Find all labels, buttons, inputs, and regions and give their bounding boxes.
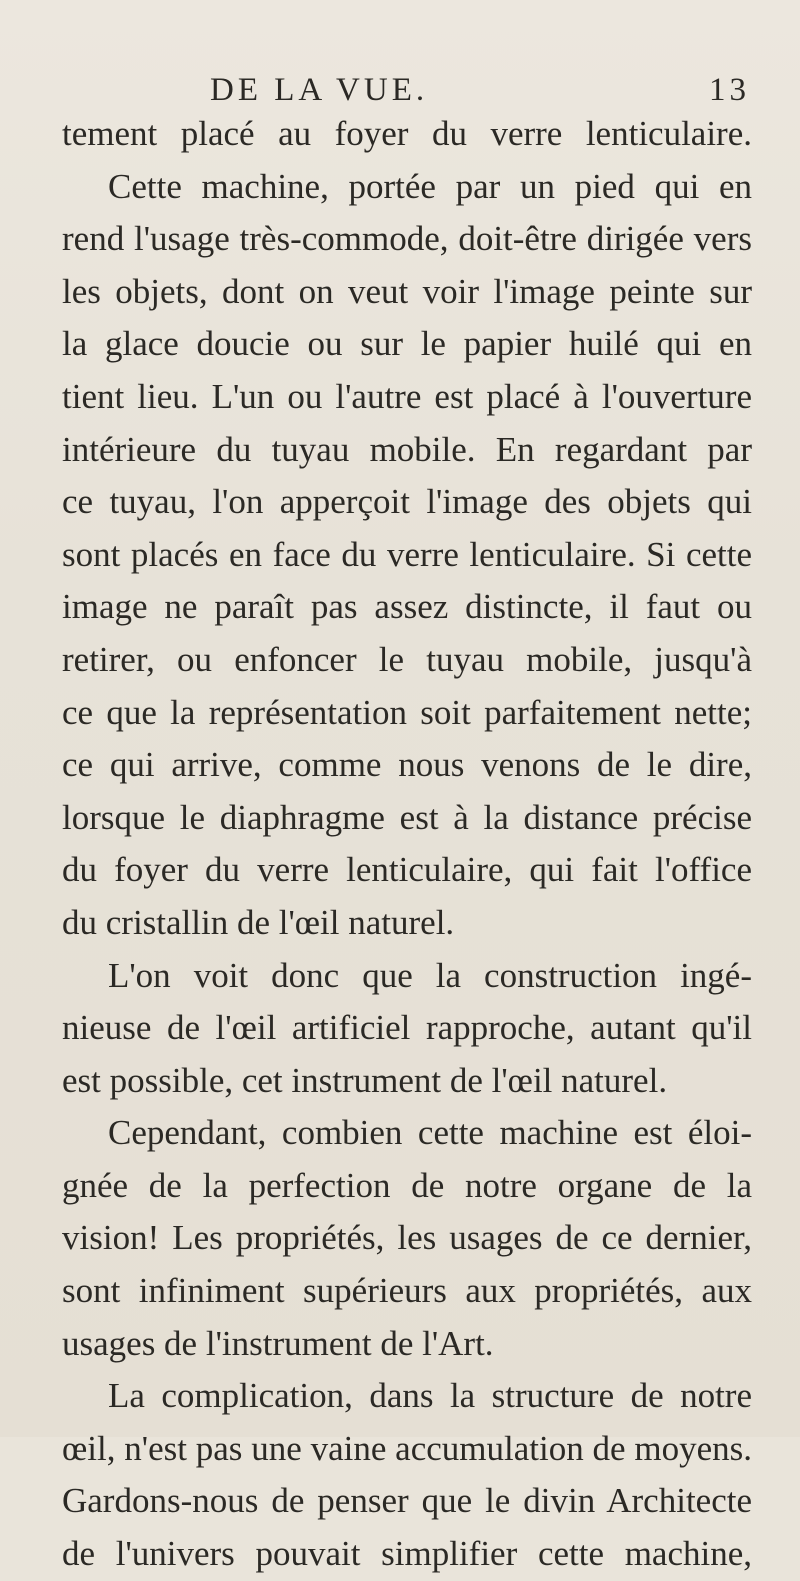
text-line: tient lieu. L'un ou l'autre est placé à l'ouverture: [62, 376, 752, 416]
text-line: nieuse de l'œil artificiel rapproche, autant qu'il: [62, 1008, 752, 1048]
text-line: La complication, dans la structure de notre: [108, 1376, 752, 1416]
text-line: intérieure du tuyau mobile. En regardant par: [62, 429, 752, 469]
text-line: ce qui arrive, comme nous venons de le dire,: [62, 745, 752, 785]
text-line: la glace doucie ou sur le papier huilé qui en: [62, 324, 752, 364]
body-text: [62, 108, 752, 1581]
running-title: DE LA VUE.: [210, 72, 429, 108]
text-line: du cristallin de l'œil naturel.: [62, 902, 455, 942]
text-line: L'on voit donc que la construction ingé-: [108, 955, 752, 995]
text-line: ce que la représentation soit parfaitement nette;: [62, 692, 752, 732]
text-line: image ne paraît pas assez distincte, il faut ou: [62, 587, 752, 627]
text-line: du foyer du verre lenticulaire, qui fait l'office: [62, 850, 752, 890]
text-line: retirer, ou enfoncer le tuyau mobile, jusqu'à: [62, 639, 752, 679]
text-line: gnée de la perfection de notre organe de la: [62, 1165, 752, 1205]
text-line: vision! Les propriétés, les usages de ce dernier,: [62, 1218, 752, 1258]
text-line: Cette machine, portée par un pied qui en: [108, 166, 752, 206]
text-line: Gardons-nous de penser que le divin Architecte: [62, 1481, 752, 1521]
text-line: de l'univers pouvait simplifier cette machine,: [62, 1534, 752, 1574]
page-number: 13: [709, 72, 750, 108]
text-line: ce tuyau, l'on apperçoit l'image des objets qui: [62, 482, 752, 522]
text-line: lorsque le diaphragme est à la distance précise: [62, 797, 752, 837]
text-line: sont infiniment supérieurs aux propriétés, aux: [62, 1271, 752, 1311]
text-line: sont placés en face du verre lenticulaire. Si cette: [62, 534, 752, 574]
text-line: est possible, cet instrument de l'œil naturel.: [62, 1060, 668, 1100]
text-line: tement placé au foyer du verre lenticulaire.: [62, 114, 752, 153]
text-line: usages de l'instrument de l'Art.: [62, 1323, 494, 1363]
text-line: œil, n'est pas une vaine accumulation de moyens.: [62, 1428, 752, 1468]
text-line: les objets, dont on veut voir l'image peinte sur: [62, 271, 752, 311]
text-line: rend l'usage très-commode, doit-être dirigée vers: [62, 219, 752, 259]
text-line: Cependant, combien cette machine est éloi-: [108, 1113, 752, 1153]
